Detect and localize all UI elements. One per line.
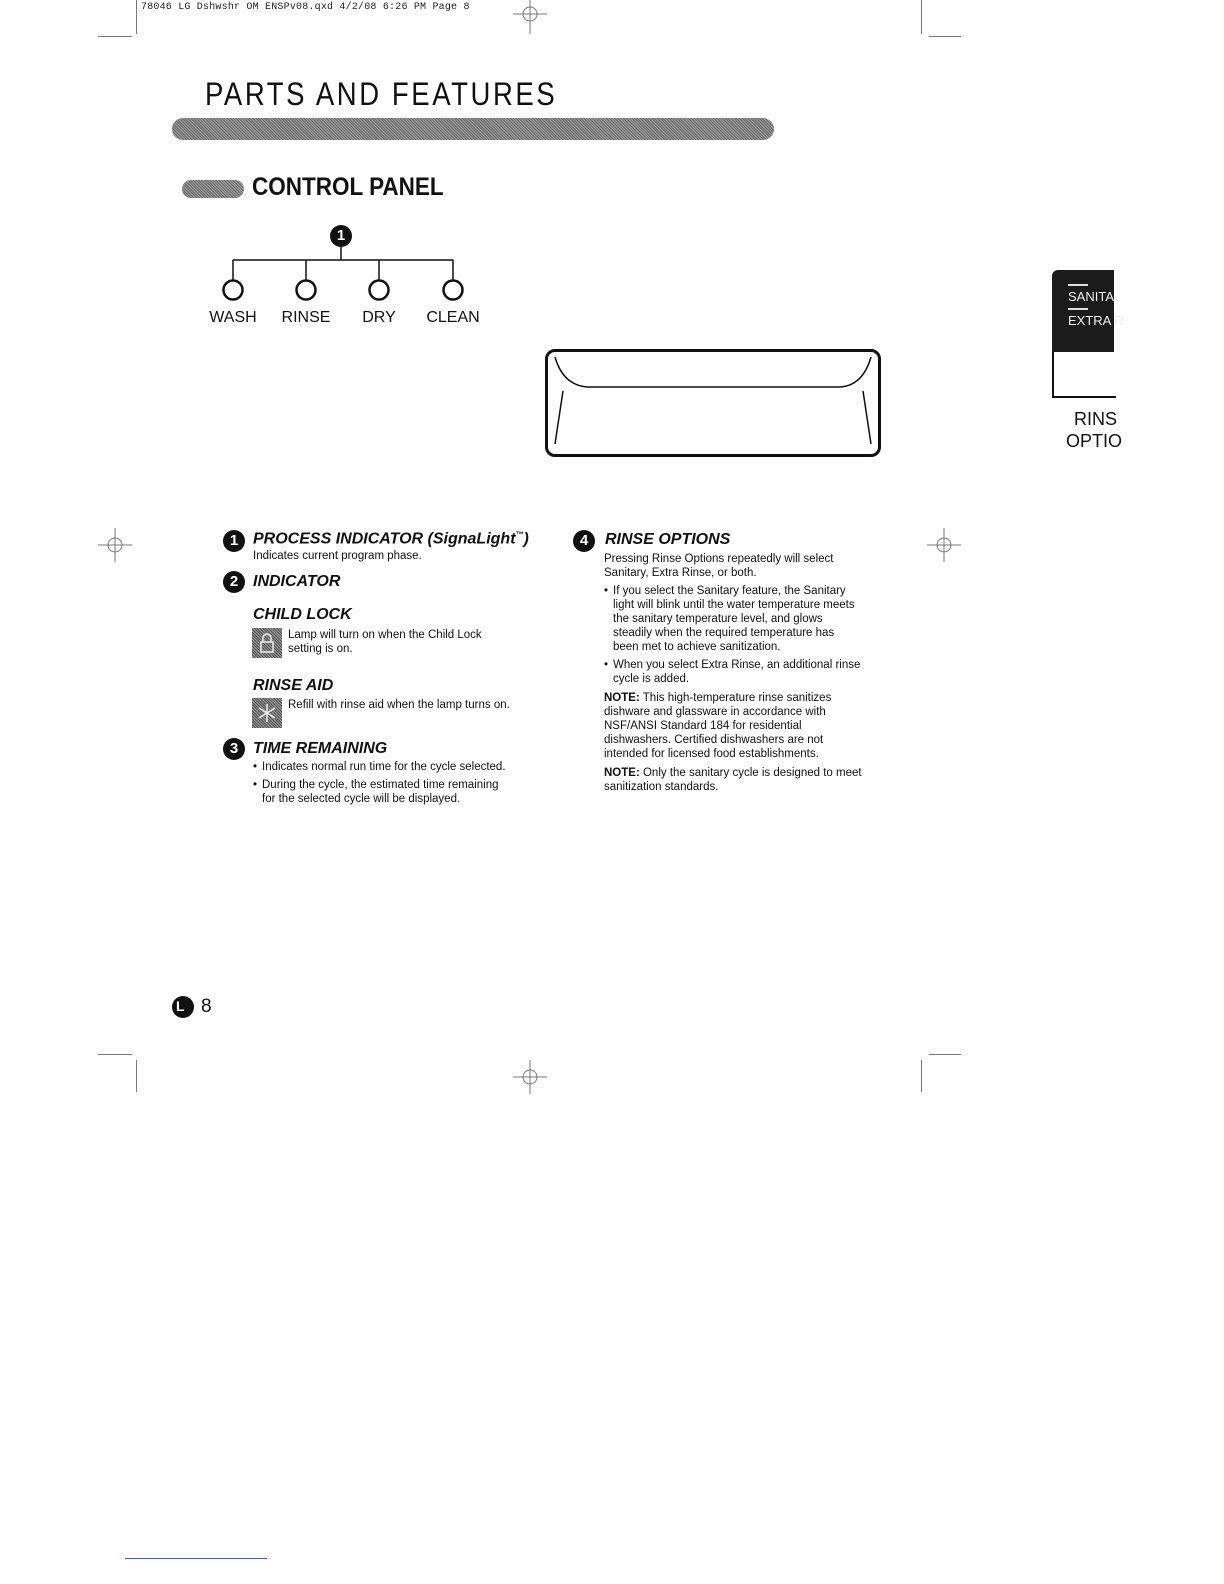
rinse-options-heading: RINSE OPTIONS — [605, 531, 731, 548]
phase-label-clean: CLEAN — [426, 309, 480, 326]
registration-mark-icon — [927, 528, 961, 562]
phase-connector-lines — [200, 246, 500, 306]
registration-mark-icon — [98, 528, 132, 562]
sanitary-label: SANITA — [1068, 289, 1114, 304]
crop-mark — [929, 36, 961, 37]
crop-mark — [98, 36, 132, 37]
callout-number-badge: 1 — [330, 225, 352, 247]
crop-mark — [136, 0, 137, 34]
rinse-options-text: Pressing Rinse Options repeatedly will select Sanitary, Extra Rinse, or both. • If you select the Sanitary feature, the Sanitary light will blink until the water temperature meets the sanitary temperature level, and glows steadily when the required temperature has been met to achieve sanitization. • When you select Extra Rinse, an additional rinse cycle is added. NOTE: This high-temperature rinse sanitizes dishware and glassware in accordance with NSF/ANSI Standard 184 for residential dishwashers. Certified dishwashers are not intended for licensed food establishments. NOTE: Only the sanitary cycle is designed to meet sanitization standards. — [604, 552, 894, 794]
rinse-options-button-frame — [1052, 352, 1116, 398]
trademark-mark: ™ — [515, 530, 524, 539]
phase-label-rinse: RINSE — [281, 309, 331, 326]
rinse-aid-icon — [252, 698, 282, 728]
time-remaining-text: • Indicates normal run time for the cycle selected. • During the cycle, the estimated time remaining for the selected cycle will be displayed. — [253, 760, 533, 806]
display-window-lines — [545, 349, 881, 457]
child-lock-heading: CHILD LOCK — [253, 606, 352, 623]
time-remaining-heading: TIME REMAINING — [253, 740, 388, 757]
section-marker — [182, 180, 244, 198]
registration-mark-icon — [513, 0, 547, 34]
rinse-options-caption-line2: OPTIO — [1066, 431, 1123, 451]
section-title: CONTROL PANEL — [252, 173, 444, 201]
lg-logo: L — [172, 996, 194, 1018]
rinse-options-caption-line1: RINS — [1074, 409, 1118, 429]
item-number-2: 2 — [223, 571, 245, 593]
rinse-aid-text: Refill with rinse aid when the lamp turns on. — [288, 699, 510, 711]
crop-mark — [921, 0, 922, 34]
page-title: PARTS AND FEATURES — [205, 76, 558, 112]
title-divider-bar — [172, 118, 774, 140]
note-standards: NOTE: Only the sanitary cycle is designed to meet sanitization standards. — [604, 767, 862, 793]
process-indicator-heading: PROCESS INDICATOR (SignaLight™) — [253, 530, 529, 548]
phase-label-dry: DRY — [362, 309, 396, 326]
crop-mark — [921, 1060, 922, 1092]
registration-mark-icon — [513, 1060, 547, 1094]
slug-line: 78046 LG Dshwshr OM ENSPv08.qxd 4/2/08 6:26 PM Page 8 — [141, 2, 470, 13]
phase-label-wash: WASH — [209, 309, 257, 326]
crop-mark — [929, 1054, 961, 1055]
extra-rinse-bullet: • When you select Extra Rinse, an additional rinse cycle is added. — [604, 658, 894, 686]
item-number-4: 4 — [573, 530, 595, 552]
child-lock-icon — [252, 628, 282, 658]
note-sanitize: NOTE: This high-temperature rinse sanitizes dishware and glassware in accordance with NSF/ANSI Standard 184 for residential dishwashers. Certified dishwashers are not intended for licensed food establishments. — [604, 692, 832, 760]
item-number-1: 1 — [223, 530, 245, 552]
page-number: 8 — [201, 996, 212, 1017]
extra-rinse-label: EXTRA R — [1068, 313, 1124, 328]
crop-mark — [98, 1054, 132, 1055]
rinse-aid-heading: RINSE AID — [253, 677, 334, 694]
item-number-3: 3 — [223, 738, 245, 760]
child-lock-text: Lamp will turn on when the Child Lock setting is on. — [288, 629, 482, 655]
sanitary-bullet: • If you select the Sanitary feature, the Sanitary light will blink until the water temperature meets the sanitary temperature level, and glows steadily when the required temperature has been met to achieve sanitization. — [604, 584, 894, 654]
indicator-heading: INDICATOR — [253, 573, 341, 590]
bottom-rule — [125, 1558, 267, 1559]
crop-mark — [136, 1060, 137, 1092]
process-indicator-text: Indicates current program phase. — [253, 550, 422, 562]
rinse-options-panel — [1052, 270, 1124, 352]
